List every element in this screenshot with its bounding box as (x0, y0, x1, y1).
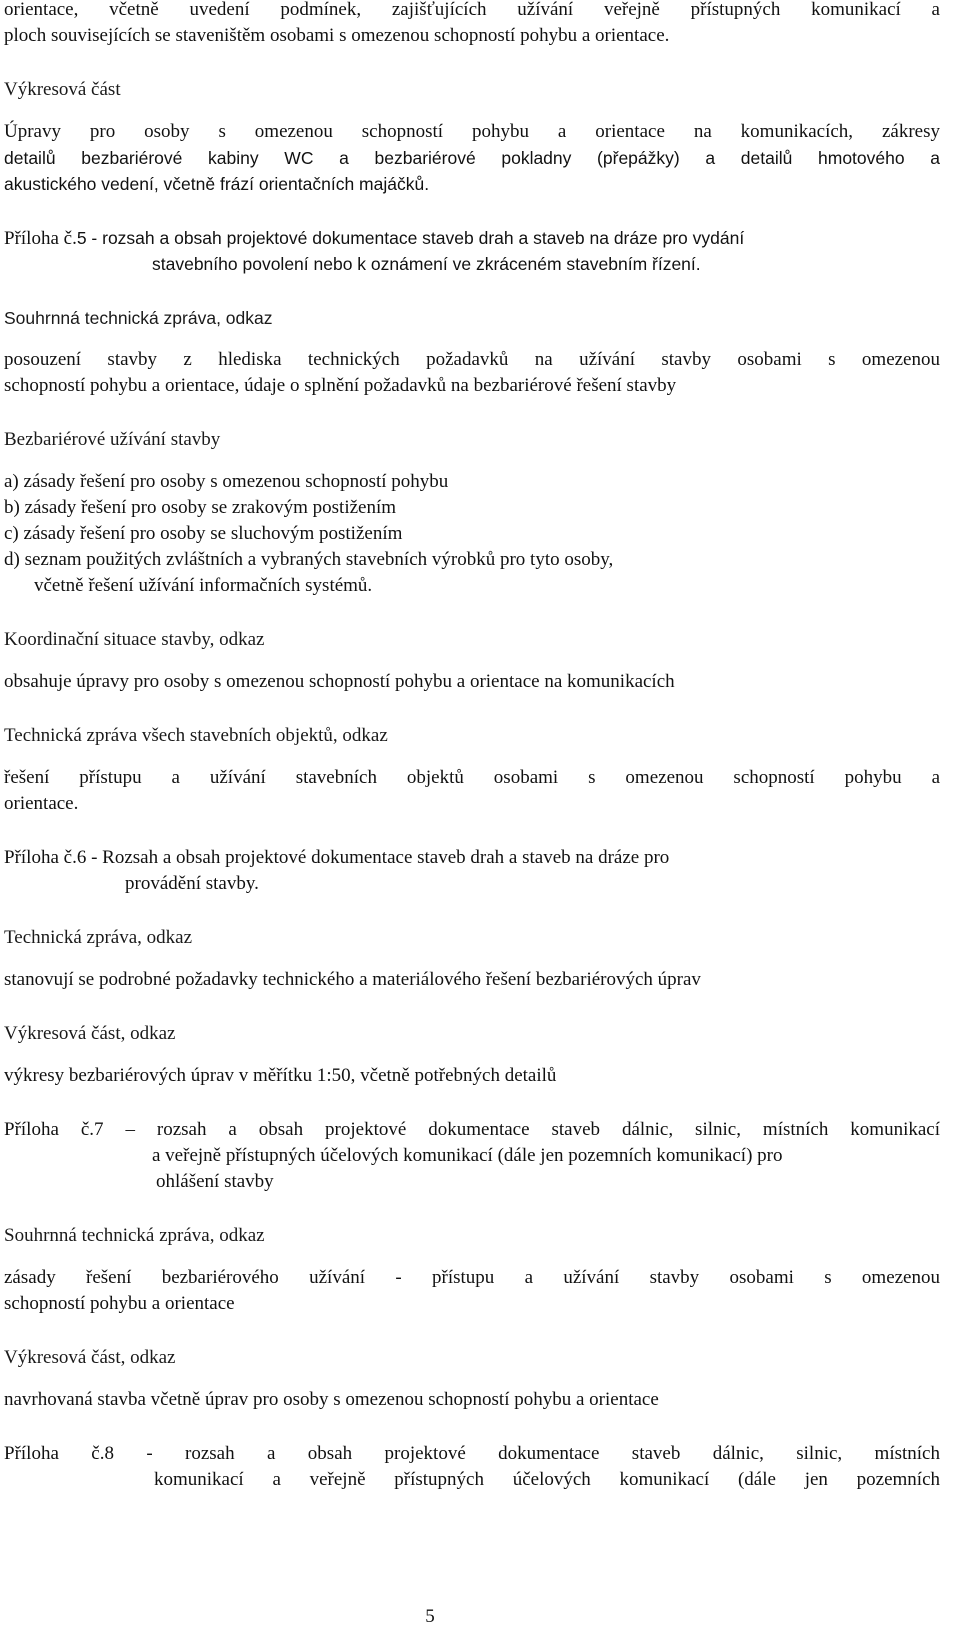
bezbarierove-item-d: d) seznam použitých zvláštních a vybraných stavebních výrobků pro tyto osoby, (4, 549, 614, 570)
page-number: 5 (425, 1606, 435, 1627)
priloha-5-label: Příloha č. (4, 228, 77, 249)
souhrnna-2-line-2: schopností pohybu a orientace (4, 1293, 235, 1314)
souhrnna-1-line-1: posouzení stavby z hlediska technických požadavků na užívání stavby osobami s omezenou (4, 349, 940, 370)
intro-line-1: orientace, včetně uvedení podmínek, zajišťujících užívání veřejně přístupných komunikací a (4, 0, 940, 20)
vykresova-3-line-1: navrhovaná stavba včetně úprav pro osoby s omezenou schopností pohybu a orientace (4, 1389, 659, 1410)
section-heading-souhrnna-2: Souhrnná technická zpráva, odkaz (4, 1225, 265, 1246)
priloha-7-line-2: a veřejně přístupných účelových komunikací (dále jen pozemních komunikací) pro (152, 1145, 783, 1166)
priloha-6-line-1: Příloha č.6 - Rozsah a obsah projektové dokumentace staveb drah a staveb na dráze pro (4, 847, 670, 868)
priloha-7-line-3: ohlášení stavby (156, 1171, 274, 1192)
priloha-8-line-2: komunikací a veřejně přístupných účelových komunikací (dále jen pozemních (154, 1469, 940, 1490)
technicka-line-1: stanovují se podrobné požadavky technického a materiálového řešení bezbariérových úprav (4, 969, 701, 990)
vykresova-line-2: detailů bezbariérové kabiny WC a bezbariérové pokladny (přepážky) a detailů hmotového a (4, 148, 940, 168)
bezbarierove-item-b: b) zásady řešení pro osoby se zrakovým postižením (4, 497, 397, 518)
bezbarierove-item-d-continued: včetně řešení užívání informačních systémů. (34, 575, 373, 596)
technicka-vsech-line-2: orientace. (4, 793, 79, 814)
priloha-5-text: 5 - rozsah a obsah projektové dokumentace staveb drah a staveb na dráze pro vydání (76, 228, 745, 248)
bezbarierove-item-a: a) zásady řešení pro osoby s omezenou schopností pohybu (4, 471, 449, 492)
section-heading-vykresova: Výkresová část (4, 79, 121, 100)
priloha-5-line-2: stavebního povolení nebo k oznámení ve zkráceném stavebním řízení. (152, 254, 701, 274)
vykresova-2-line-1: výkresy bezbariérových úprav v měřítku 1:50, včetně potřebných detailů (4, 1065, 557, 1086)
souhrnna-1-line-2: schopností pohybu a orientace, údaje o splnění požadavků na bezbariérové řešení stavby (4, 375, 677, 396)
intro-line-2: ploch souvisejících se staveništěm osobami s omezenou schopností pohybu a orientace. (4, 25, 670, 46)
bezbarierove-item-c: c) zásady řešení pro osoby se sluchovým postižením (4, 523, 403, 544)
section-heading-technicka-vsech: Technická zpráva všech stavebních objektů, odkaz (4, 725, 388, 746)
section-heading-technicka: Technická zpráva, odkaz (4, 927, 193, 948)
vykresova-line-3: akustického vedení, včetně frází orientačních majáčků. (4, 174, 430, 194)
priloha-6-line-2: provádění stavby. (125, 873, 259, 894)
koordinacni-line-1: obsahuje úpravy pro osoby s omezenou schopností pohybu a orientace na komunikacích (4, 671, 675, 692)
section-heading-vykresova-3: Výkresová část, odkaz (4, 1347, 176, 1368)
vykresova-line-1: Úpravy pro osoby s omezenou schopností pohybu a orientace na komunikacích, zákresy (4, 121, 940, 142)
technicka-vsech-line-1: řešení přístupu a užívání stavebních objektů osobami s omezenou schopností pohybu a (4, 767, 940, 788)
section-heading-vykresova-2: Výkresová část, odkaz (4, 1023, 176, 1044)
priloha-7-line-1: Příloha č.7 – rozsah a obsah projektové dokumentace staveb dálnic, silnic, místních komunikací (4, 1119, 940, 1140)
souhrnna-2-line-1: zásady řešení bezbariérového užívání - přístupu a užívání stavby osobami s omezenou (4, 1267, 940, 1288)
section-heading-souhrnna-1: Souhrnná technická zpráva, odkaz (4, 308, 273, 328)
priloha-8-line-1: Příloha č.8 - rozsah a obsah projektové dokumentace staveb dálnic, silnic, místních (4, 1443, 940, 1464)
section-heading-koordinacni: Koordinační situace stavby, odkaz (4, 629, 265, 650)
section-heading-bezbarierove: Bezbariérové užívání stavby (4, 429, 221, 450)
priloha-5-line-1 (4, 225, 744, 252)
